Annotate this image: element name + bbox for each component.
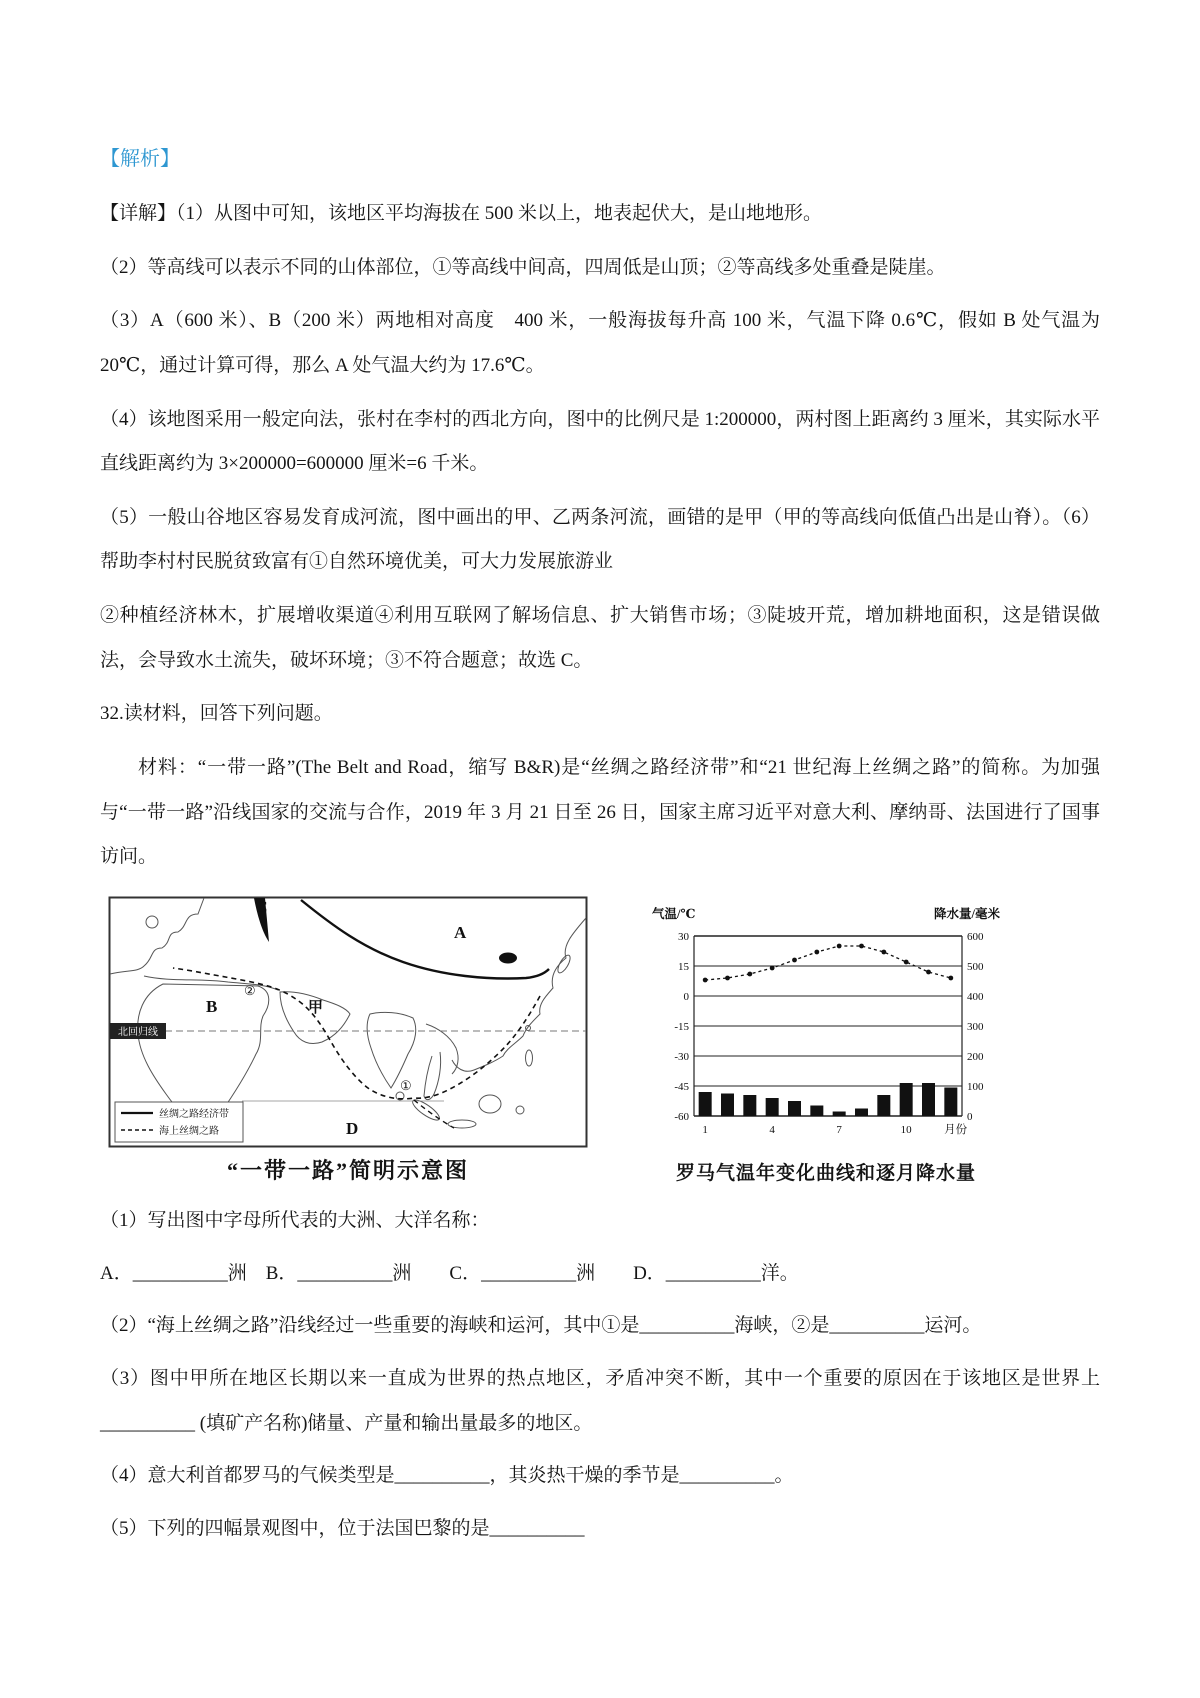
sub-question-1-abcd: A．__________洲 B．__________洲 C．__________洲 D．__________洋。 <box>100 1262 799 1284</box>
svg-text:4: 4 <box>769 1123 775 1136</box>
detail-paragraph-3: （3）A（600 米）、B（200 米）两地相对高度 400 米，一般海拔每升高 100 米，气温下降 0.6℃，假如 B 处气温为 20℃，通过计算可得，那么 A 处气温大约为 17.6℃。 <box>100 310 1100 376</box>
label-region-jia: 甲 <box>308 999 324 1016</box>
route-silk-road-economic-belt <box>301 900 549 978</box>
label-strait-1: ① <box>400 1077 412 1093</box>
svg-text:降水量/毫米: 降水量/毫米 <box>934 906 1000 921</box>
label-continent-A: A <box>454 922 467 942</box>
sub-question-5: （5）下列的四幅景观图中，位于法国巴黎的是__________ <box>100 1517 585 1539</box>
svg-text:0: 0 <box>683 990 689 1003</box>
svg-text:-60: -60 <box>674 1110 689 1123</box>
belt-road-map-figure <box>108 896 588 1185</box>
svg-text:-15: -15 <box>674 1020 689 1033</box>
svg-text:-30: -30 <box>674 1050 689 1063</box>
climate-chart <box>646 900 1006 1150</box>
label-continent-B: B <box>206 996 218 1016</box>
label-canal-2: ② <box>244 982 256 998</box>
philippines-island <box>526 1050 533 1066</box>
svg-text:500: 500 <box>967 960 984 973</box>
svg-text:600: 600 <box>967 930 984 943</box>
sub-question-3: （3）图中甲所在地区长期以来一直成为世界的热点地区，矛盾冲突不断，其中一个重要的原因在于该地区是世界上__________ (填矿产名称)储量、产量和输出量最多的地区。 <box>100 1367 1100 1434</box>
svg-text:300: 300 <box>967 1020 984 1033</box>
detail-paragraph-4: （4）该地图采用一般定向法，张村在李村的西北方向，图中的比例尺是 1:200000，两村图上距离约 3 厘米，其实际水平直线距离约为 3×200000=600000 厘米=6 千米。 <box>100 408 1100 475</box>
svg-text:100: 100 <box>967 1080 984 1093</box>
map-caption: “一带一路”简明示意图 <box>226 1157 469 1183</box>
legend-label-belt: 丝绸之路经济带 <box>159 1108 229 1120</box>
svg-text:-45: -45 <box>674 1080 689 1093</box>
japan-islands <box>556 953 573 974</box>
svg-text:400: 400 <box>967 990 984 1003</box>
detail-paragraph-1: 【详解】（1）从图中可知，该地区平均海拔在 500 米以上，地表起伏大，是山地地形。 <box>100 203 823 224</box>
city-marker <box>499 952 517 963</box>
climate-chart-figure <box>646 900 1006 1185</box>
svg-text:15: 15 <box>678 960 689 973</box>
chart-caption: 罗马气温年变化曲线和逐月降水量 <box>675 1162 976 1184</box>
tropic-label: 北回归线 <box>118 1026 158 1038</box>
svg-text:30: 30 <box>678 930 689 943</box>
svg-text:1: 1 <box>702 1123 708 1136</box>
europe-coastline <box>110 898 204 974</box>
figures-row <box>108 896 1100 1185</box>
svg-text:200: 200 <box>967 1050 984 1063</box>
label-continent-C: C <box>256 898 268 916</box>
analysis-header: 【解析】 <box>100 148 180 170</box>
sulawesi-island <box>516 1106 524 1114</box>
question-32-intro: 32.读材料，回答下列问题。 <box>100 703 333 725</box>
detail-paragraph-5: （5）一般山谷地区容易发育成河流，图中画出的甲、乙两条河流，画错的是甲（甲的等高线向低值凸出是山脊）。（6）帮助李村村民脱贫致富有①自然环境优美，可大力发展旅游业 <box>100 506 1100 573</box>
detail-paragraph-2: （2）等高线可以表示不同的山体部位，①等高线中间高，四周低是山顶；②等高线多处重叠是陡崖。 <box>100 256 946 278</box>
svg-text:7: 7 <box>836 1123 842 1136</box>
borneo-island <box>479 1095 501 1113</box>
sub-question-4: （4）意大利首都罗马的气候类型是__________，其炎热干燥的季节是__________。 <box>100 1465 794 1487</box>
svg-text:10: 10 <box>900 1123 912 1136</box>
map-legend <box>115 1102 243 1142</box>
svg-text:气温/℃: 气温/℃ <box>652 906 696 921</box>
svg-text:0: 0 <box>967 1110 973 1123</box>
belt-road-map <box>108 896 588 1148</box>
sub-question-1: （1）写出图中字母所代表的大洲、大洋名称： <box>100 1209 490 1231</box>
east-asia-coastline <box>452 918 586 1071</box>
britain-island <box>146 916 158 928</box>
legend-label-maritime: 海上丝绸之路 <box>159 1125 219 1137</box>
sub-question-2: （2）“海上丝绸之路”沿线经过一些重要的海峡和运河，其中①是__________海峡，②是__________运河。 <box>100 1315 982 1337</box>
india-landmass <box>367 1012 416 1088</box>
detail-paragraph-6: ②种植经济林木，扩展增收渠道④利用互联网了解场信息、扩大销售市场；③陡坡开荒，增加耕地面积，这是错误做法，会导致水土流失，破坏环境；③不符合题意；故选 C。 <box>100 605 1100 671</box>
svg-text:月份: 月份 <box>944 1123 968 1136</box>
label-ocean-D: D <box>346 1118 359 1138</box>
material-paragraph: 材料：“一带一路”(The Belt and Road，缩写 B&R)是“丝绸之路经济带”和“21 世纪海上丝绸之路”的简称。为加强与“一带一路”沿线国家的交流与合作，2019 年 3 月 21 日至 26 日，国家主席习近平对意大利、摩纳哥、法国进行了国事访问。 <box>100 757 1100 868</box>
